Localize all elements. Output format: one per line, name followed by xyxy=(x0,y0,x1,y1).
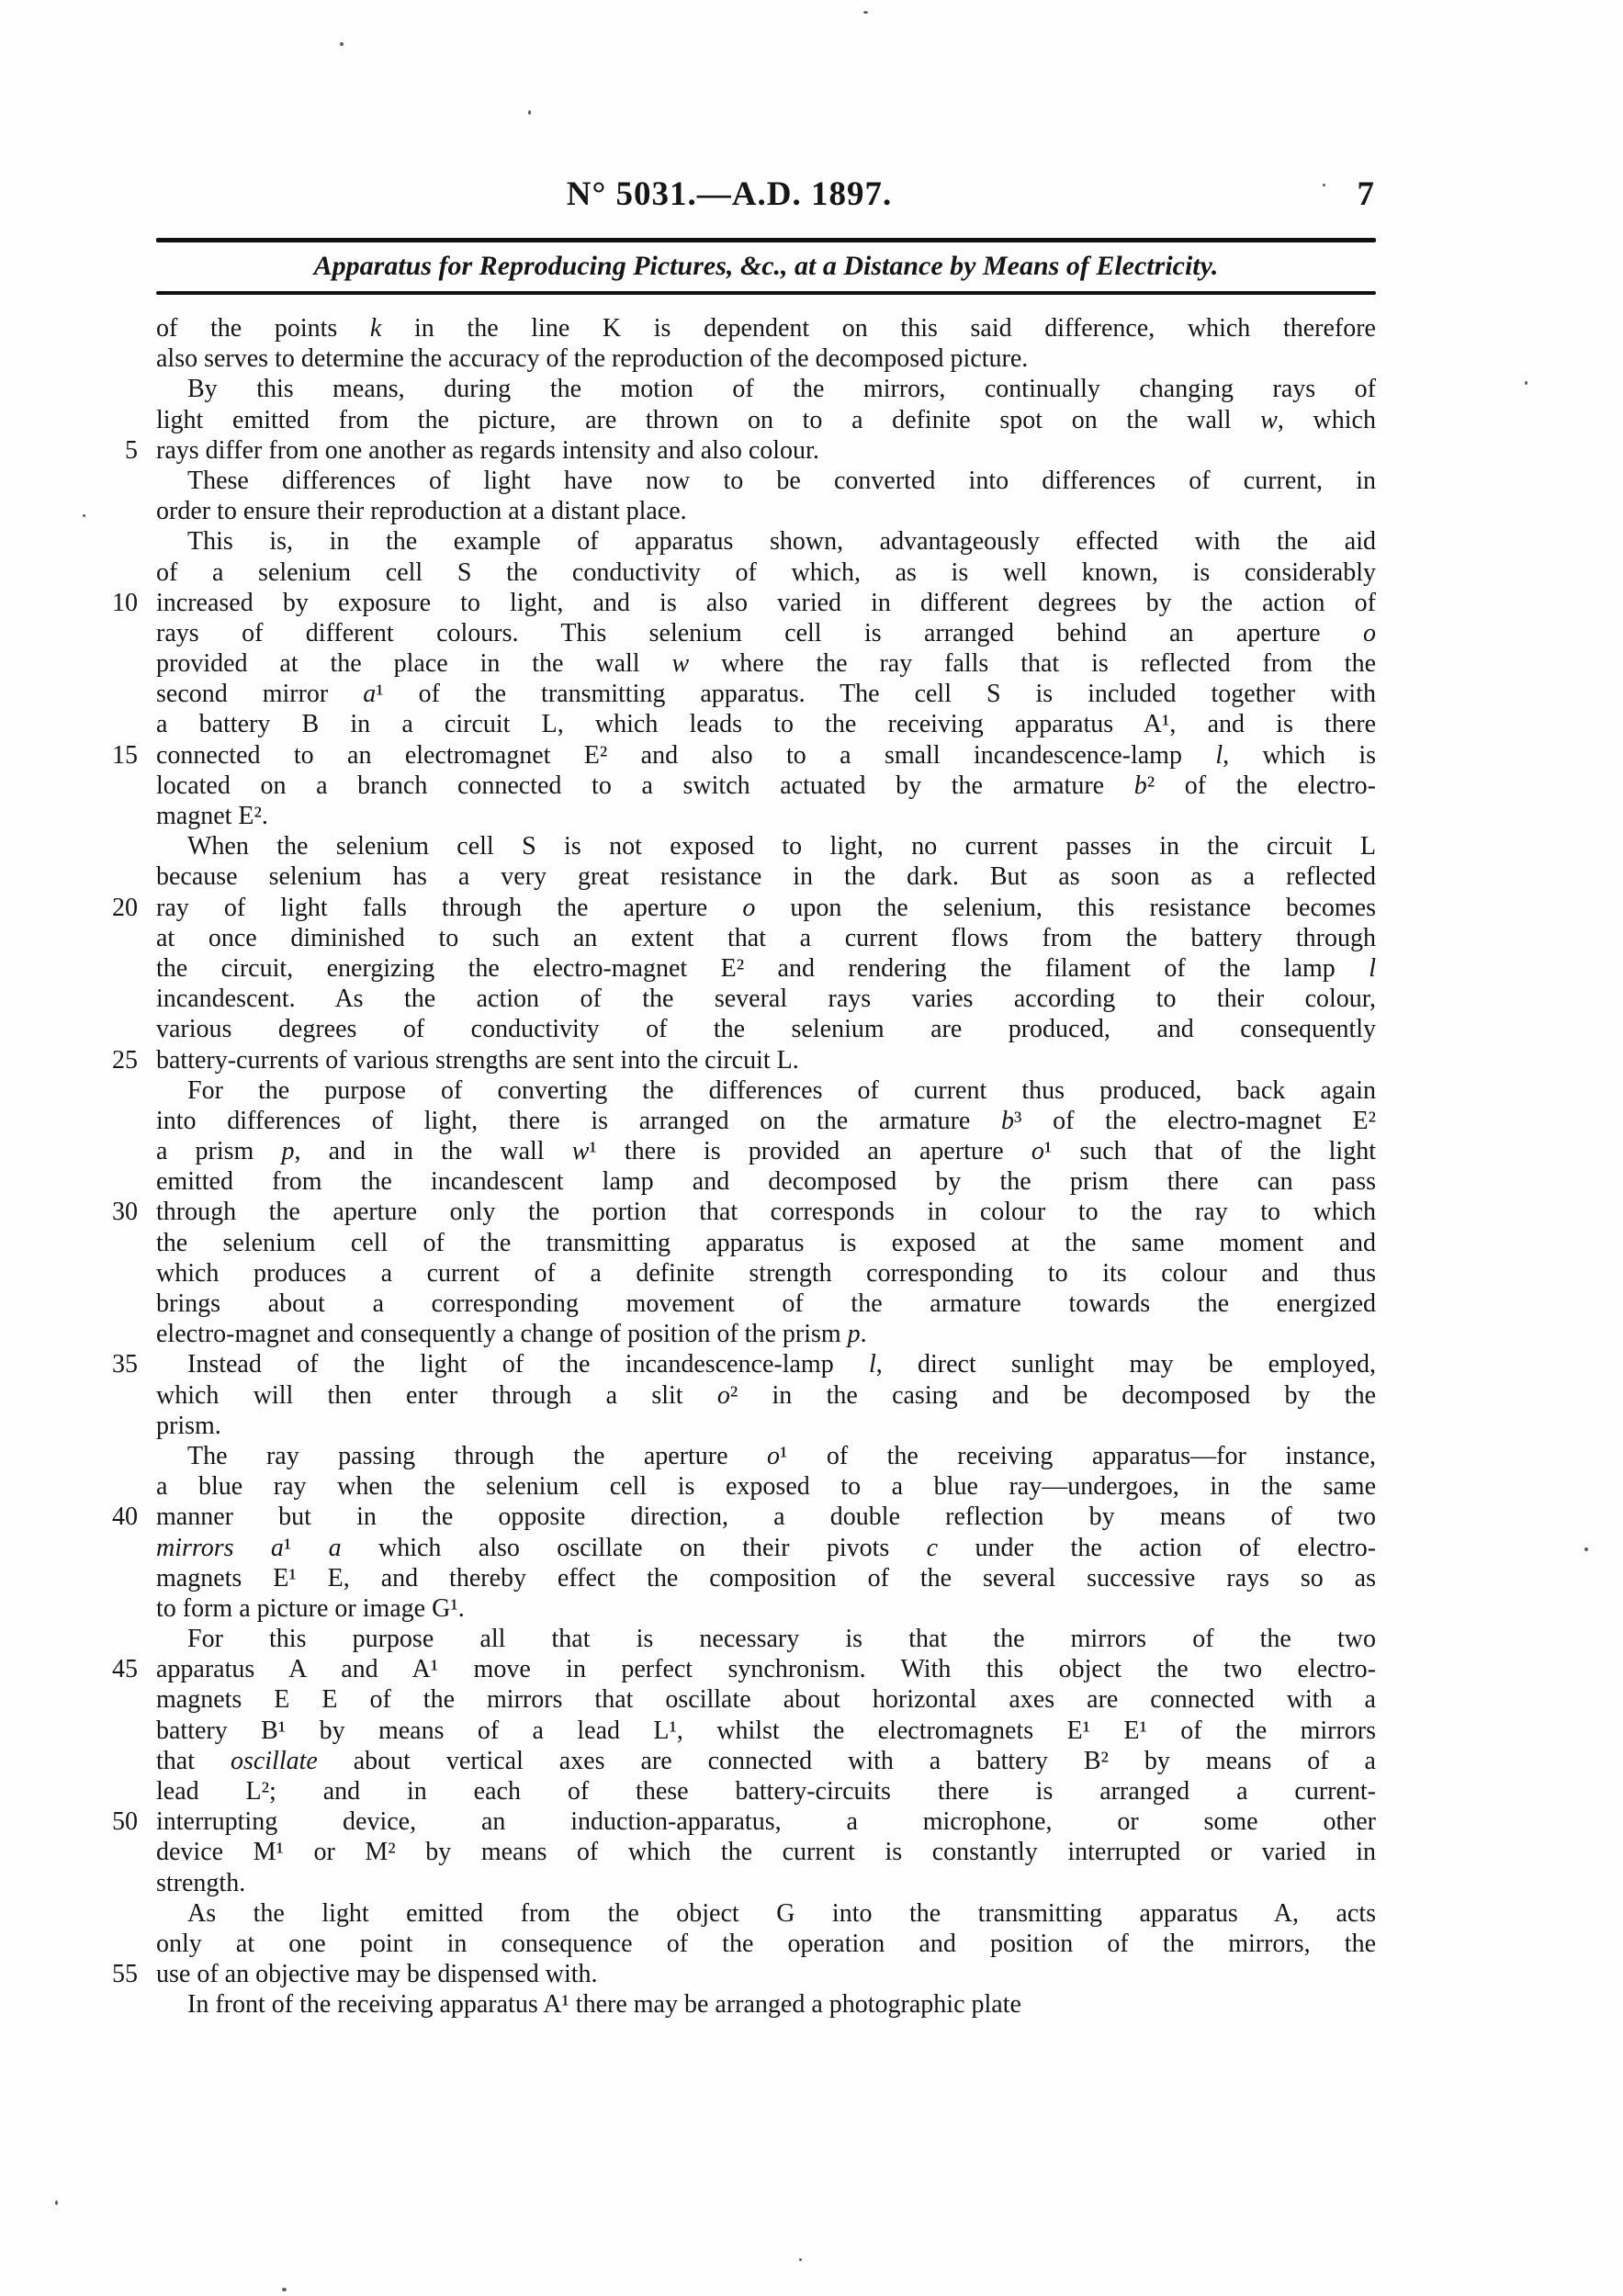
text-line: brings about a corresponding movement of the armature towards the energized xyxy=(156,1289,1376,1318)
text-line: 15 connected to an electromagnet E² and also to a small incandescence-lamp l, which is xyxy=(156,740,1376,771)
text-line: mirrors a¹ a which also oscillate on their pivots c under the action of electro- xyxy=(156,1533,1377,1562)
text-line: of a selenium cell S the conductivity of which, as is well known, is considerably xyxy=(156,557,1376,587)
line-number: 25 xyxy=(112,1045,138,1075)
text-line: a prism p, and in the wall w¹ there is provided an aperture o¹ such that of the light xyxy=(156,1137,1376,1166)
text-line: various degrees of conductivity of the selenium are produced, and consequently xyxy=(156,1015,1376,1044)
text-line: These differences of light have now to be converted into differences of current, in xyxy=(187,466,1376,495)
text-line: to form a picture or image G¹. xyxy=(156,1593,465,1623)
page-number: 7 xyxy=(1357,175,1374,213)
text-line: device M¹ or M² by means of which the current is constantly interrupted or varied in xyxy=(156,1838,1376,1867)
scan-speck xyxy=(863,11,868,14)
text-line: only at one point in consequence of the operation and position of the mirrors, the xyxy=(156,1929,1376,1958)
text-body xyxy=(112,313,1377,2020)
line-number: 40 xyxy=(112,1503,138,1532)
text-line: incandescent. As the action of the several rays varies according to their colour, xyxy=(156,985,1376,1014)
line-number: 15 xyxy=(112,740,138,770)
text-line: which will then enter through a slit o² in the casing and be decomposed by the xyxy=(156,1380,1377,1410)
page-title: Apparatus for Reproducing Pictures, &c., at a Distance by Means of Electricity. xyxy=(313,251,1219,281)
scan-speck xyxy=(55,2200,58,2205)
text-line: 30 through the aperture only the portion that corresponds in colour to the ray to which xyxy=(156,1197,1376,1227)
text-line: located on a branch connected to a switch actuated by the armature b² of the electro- xyxy=(156,771,1377,800)
text-line: emitted from the incandescent lamp and decomposed by the prism there can pass xyxy=(156,1167,1376,1197)
text-line: battery B¹ by means of a lead L¹, whilst the electromagnets E¹ E¹ of the mirrors xyxy=(156,1716,1376,1745)
text-line: 55 use of an objective may be dispensed with. xyxy=(156,1959,1376,1989)
text-line: at once diminished to such an extent that a current flows from the battery through xyxy=(156,923,1376,952)
text-line: electro-magnet and consequently a change of position of the prism p. xyxy=(156,1320,867,1349)
text-line: 5 rays differ from one another as regards intensity and also colour. xyxy=(156,435,1376,466)
text-line: 10 increased by exposure to light, and is also varied in different degrees by the action of xyxy=(156,588,1376,618)
text-line: rays of different colours. This selenium cell is arranged behind an aperture o xyxy=(156,618,1376,647)
scan-speck xyxy=(528,110,531,115)
text-line: order to ensure their reproduction at a distant place. xyxy=(156,497,687,526)
text-line: By this means, during the motion of the mirrors, continually changing rays of xyxy=(187,375,1376,404)
text-line: that oscillate about vertical axes are connected with a battery B² by means of a xyxy=(156,1746,1376,1775)
text-line: magnets E E of the mirrors that oscillate about horizontal axes are connected with a xyxy=(156,1685,1376,1715)
line-number: 45 xyxy=(112,1655,138,1684)
text-line: This is, in the example of apparatus shown, advantageously effected with the aid xyxy=(187,527,1376,557)
line-number: 30 xyxy=(112,1198,138,1227)
text-line: into differences of light, there is arranged on the armature b³ of the electro-magnet E² xyxy=(156,1106,1377,1135)
text-line: 35 Instead of the light of the incandescence-lamp l, direct sunlight may be employed, xyxy=(156,1349,1376,1379)
text-line: which produces a current of a definite strength corresponding to its colour and thus xyxy=(156,1258,1376,1288)
title-rule-bottom xyxy=(156,291,1376,295)
text-line: a battery B in a circuit L, which leads to the receiving apparatus A¹, and is there xyxy=(156,710,1376,739)
text-line: The ray passing through the aperture o¹ of the receiving apparatus—for instance, xyxy=(187,1441,1376,1470)
text-line: a blue ray when the selenium cell is exposed to a blue ray—undergoes, in the same xyxy=(156,1472,1376,1502)
text-line: provided at the place in the wall w where the ray falls that is reflected from the xyxy=(156,649,1377,679)
scan-speck xyxy=(282,2288,287,2291)
text-line: lead L²; and in each of these battery-circuits there is arranged a current- xyxy=(156,1777,1376,1806)
text-line: strength. xyxy=(156,1868,246,1897)
patent-number-heading: N° 5031.—A.D. 1897. xyxy=(566,175,893,213)
text-line: magnet E². xyxy=(156,802,268,830)
line-number: 10 xyxy=(112,588,138,617)
text-line: When the selenium cell S is not exposed to light, no current passes in the circuit L xyxy=(187,832,1376,861)
text-line: also serves to determine the accuracy of the reproduction of the decomposed picture. xyxy=(156,344,1029,374)
page-header xyxy=(156,174,1376,217)
text-line: As the light emitted from the object G into the transmitting apparatus A, acts xyxy=(187,1898,1376,1928)
text-line: For the purpose of converting the differences of current thus produced, back again xyxy=(187,1075,1376,1105)
text-line: second mirror a¹ of the transmitting apparatus. The cell S is included together with xyxy=(156,680,1376,709)
scan-speck xyxy=(1525,381,1527,385)
scan-speck xyxy=(1323,184,1325,186)
scan-speck xyxy=(799,2258,802,2261)
line-number: 20 xyxy=(112,893,138,922)
text-line: 25 battery-currents of various strengths are sent into the circuit L. xyxy=(156,1045,1376,1075)
text-line: the selenium cell of the transmitting apparatus is exposed at the same moment and xyxy=(156,1228,1376,1257)
scan-speck xyxy=(83,514,85,517)
line-number: 55 xyxy=(112,1960,138,1989)
line-number: 50 xyxy=(112,1807,138,1837)
text-line: light emitted from the picture, are thrown on to a definite spot on the wall w, which xyxy=(156,405,1376,434)
scan-speck xyxy=(340,42,344,46)
text-line: 45 apparatus A and A¹ move in perfect synchronism. With this object the two electro- xyxy=(156,1654,1376,1684)
line-number: 5 xyxy=(125,435,138,465)
text-column xyxy=(112,0,1377,2296)
text-line: of the points k in the line K is dependent on this said difference, which therefore xyxy=(156,314,1376,343)
text-line: magnets E¹ E, and thereby effect the composition of the several successive rays so as xyxy=(156,1563,1376,1593)
text-line: the circuit, energizing the electro-magnet E² and rendering the filament of the lamp l xyxy=(156,953,1376,983)
text-line: prism. xyxy=(156,1411,221,1440)
line-number: 35 xyxy=(112,1350,138,1379)
text-line: because selenium has a very great resistance in the dark. But as soon as a reflected xyxy=(156,862,1376,892)
text-line: In front of the receiving apparatus A¹ there may be arranged a photographic plate xyxy=(187,1990,1021,2020)
text-line: 50 interrupting device, an induction-apparatus, a microphone, or some other xyxy=(156,1806,1376,1837)
text-line: 20 ray of light falls through the aperture o upon the selenium, this resistance becomes xyxy=(156,893,1376,923)
title-rule-top xyxy=(156,238,1376,242)
scan-speck xyxy=(1584,1548,1588,1551)
text-line: 40 manner but in the opposite direction, a double reflection by means of two xyxy=(156,1502,1376,1532)
text-line: For this purpose all that is necessary is that the mirrors of the two xyxy=(187,1625,1376,1654)
